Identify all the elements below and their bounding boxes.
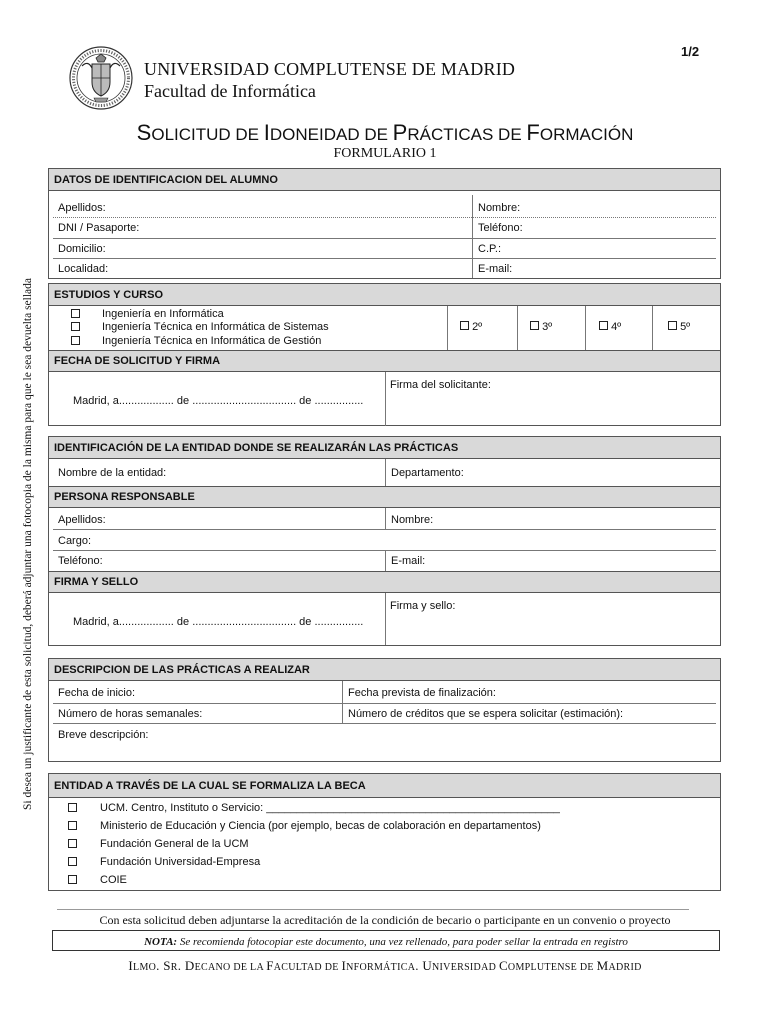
scholarship-option[interactable] <box>68 857 77 869</box>
start-date-field[interactable]: Fecha de inicio: <box>58 687 136 699</box>
nota-text: Se recomienda fotocopiar este documento, una vez rellenado, para poder sellar la entrada en registro <box>179 936 628 948</box>
applicant-signature[interactable]: Firma del solicitante: <box>390 379 491 391</box>
faculty-name: Facultad de Informática <box>144 81 316 101</box>
side-note: Si desea un justificante de esta solicitud, deberá adjuntar una fotocopia de la misma para que le sea devuelta sellada <box>22 278 34 810</box>
university-seal-icon <box>68 44 134 112</box>
footer-divider <box>57 909 689 910</box>
scholarship-option[interactable] <box>68 821 77 833</box>
degree-label: Ingeniería Técnica en Informática de Gestión <box>102 335 322 347</box>
degree-item[interactable] <box>71 322 80 334</box>
year-4-option[interactable]: 4º <box>599 321 621 333</box>
year-3-option[interactable]: 3º <box>530 321 552 333</box>
scholarship-header: ENTIDAD A TRAVÉS DE LA CUAL SE FORMALIZA LA BECA <box>49 774 720 798</box>
weekly-hours-field[interactable]: Número de horas semanales: <box>58 708 203 720</box>
description-header: DESCRIPCION DE LAS PRÁCTICAS A REALIZAR <box>49 659 720 681</box>
postal-code-field[interactable]: C.P.: <box>478 243 502 255</box>
university-name: UNIVERSIDAD COMPLUTENSE DE MADRID <box>144 59 516 79</box>
entity-header: IDENTIFICACIÓN DE LA ENTIDAD DONDE SE REALIZARÁN LAS PRÁCTICAS <box>49 437 720 459</box>
scholarship-option-label: Ministerio de Educación y Ciencia (por ejemplo, becas de colaboración en departamentos) <box>100 820 541 832</box>
scholarship-option[interactable] <box>68 839 77 851</box>
form-number: FORMULARIO 1 <box>333 146 437 161</box>
checkbox[interactable] <box>71 336 80 345</box>
position-field[interactable]: Cargo: <box>58 534 92 547</box>
year-5-option[interactable]: 5º <box>668 321 690 333</box>
responsible-phone-field[interactable]: Teléfono: <box>58 555 103 567</box>
studies-header: ESTUDIOS Y CURSO <box>49 284 720 306</box>
responsible-surnames-field[interactable]: Apellidos: <box>58 514 106 526</box>
town-field[interactable]: Localidad: <box>58 263 109 275</box>
request-header: FECHA DE SOLICITUD Y FIRMA <box>49 350 720 372</box>
seal-header: FIRMA Y SELLO <box>49 571 720 593</box>
entity-name-field[interactable]: Nombre de la entidad: <box>58 467 167 479</box>
form-title: SOLICITUD DE IDONEIDAD DE PRÁCTICAS DE FORMACIÓN <box>136 120 634 145</box>
end-date-field[interactable]: Fecha prevista de finalización: <box>348 687 496 699</box>
phone-field[interactable]: Teléfono: <box>478 222 523 234</box>
email-field[interactable]: E-mail: <box>478 263 513 275</box>
student-section <box>48 168 721 279</box>
scholarship-option[interactable] <box>68 803 77 815</box>
degree-item[interactable] <box>71 309 80 321</box>
checkbox[interactable] <box>71 309 80 318</box>
footer-note: Con esta solicitud deben adjuntarse la acreditación de la condición de becario o participante en un convenio o proyecto <box>99 913 671 927</box>
credits-field[interactable]: Número de créditos que se espera solicitar (estimación): <box>348 708 624 720</box>
scholarship-option-label: UCM. Centro, Instituto o Servicio: ________________________________________________ <box>100 802 560 814</box>
responsible-header: PERSONA RESPONSABLE <box>49 486 720 508</box>
scholarship-option-label: Fundación General de la UCM <box>100 838 249 850</box>
addressee-line: ILMO. SR. DECANO DE LA FACULTAD DE INFORMÁTICA. UNIVERSIDAD COMPLUTENSE DE MADRID <box>128 958 642 973</box>
responsible-email-field[interactable]: E-mail: <box>391 555 426 567</box>
description-section <box>48 658 721 762</box>
address-field[interactable]: Domicilio: <box>58 243 106 255</box>
degree-item[interactable] <box>71 336 80 348</box>
entity-date-line[interactable]: Madrid, a.................. de .................................. de ................ <box>73 616 364 628</box>
nota-label: NOTA: <box>144 936 178 948</box>
scholarship-option[interactable] <box>68 875 77 887</box>
page-number: 1/2 <box>681 44 700 59</box>
student-header: DATOS DE IDENTIFICACION DEL ALUMNO <box>49 169 720 191</box>
entity-signature-seal[interactable]: Firma y sello: <box>390 600 456 612</box>
request-date-line[interactable]: Madrid, a.................. de .................................. de ................ <box>73 395 364 407</box>
degree-label: Ingeniería en Informática <box>102 308 224 320</box>
studies-section <box>48 283 721 426</box>
scholarship-section <box>48 773 721 891</box>
year-2-option[interactable]: 2º <box>460 321 482 333</box>
scholarship-option-label: Fundación Universidad-Empresa <box>100 856 261 868</box>
nota-box <box>52 930 720 951</box>
name-field[interactable]: Nombre: <box>478 202 521 214</box>
brief-description-field[interactable]: Breve descripción: <box>58 728 149 741</box>
entity-section <box>48 436 721 646</box>
degree-label: Ingeniería Técnica en Informática de Sistemas <box>102 321 329 333</box>
dni-field[interactable]: DNI / Pasaporte: <box>58 222 140 234</box>
responsible-name-field[interactable]: Nombre: <box>391 514 434 526</box>
scholarship-option-label: COIE <box>100 874 127 886</box>
checkbox[interactable] <box>71 322 80 331</box>
surnames-field[interactable]: Apellidos: <box>58 202 106 214</box>
department-field[interactable]: Departamento: <box>391 467 464 479</box>
